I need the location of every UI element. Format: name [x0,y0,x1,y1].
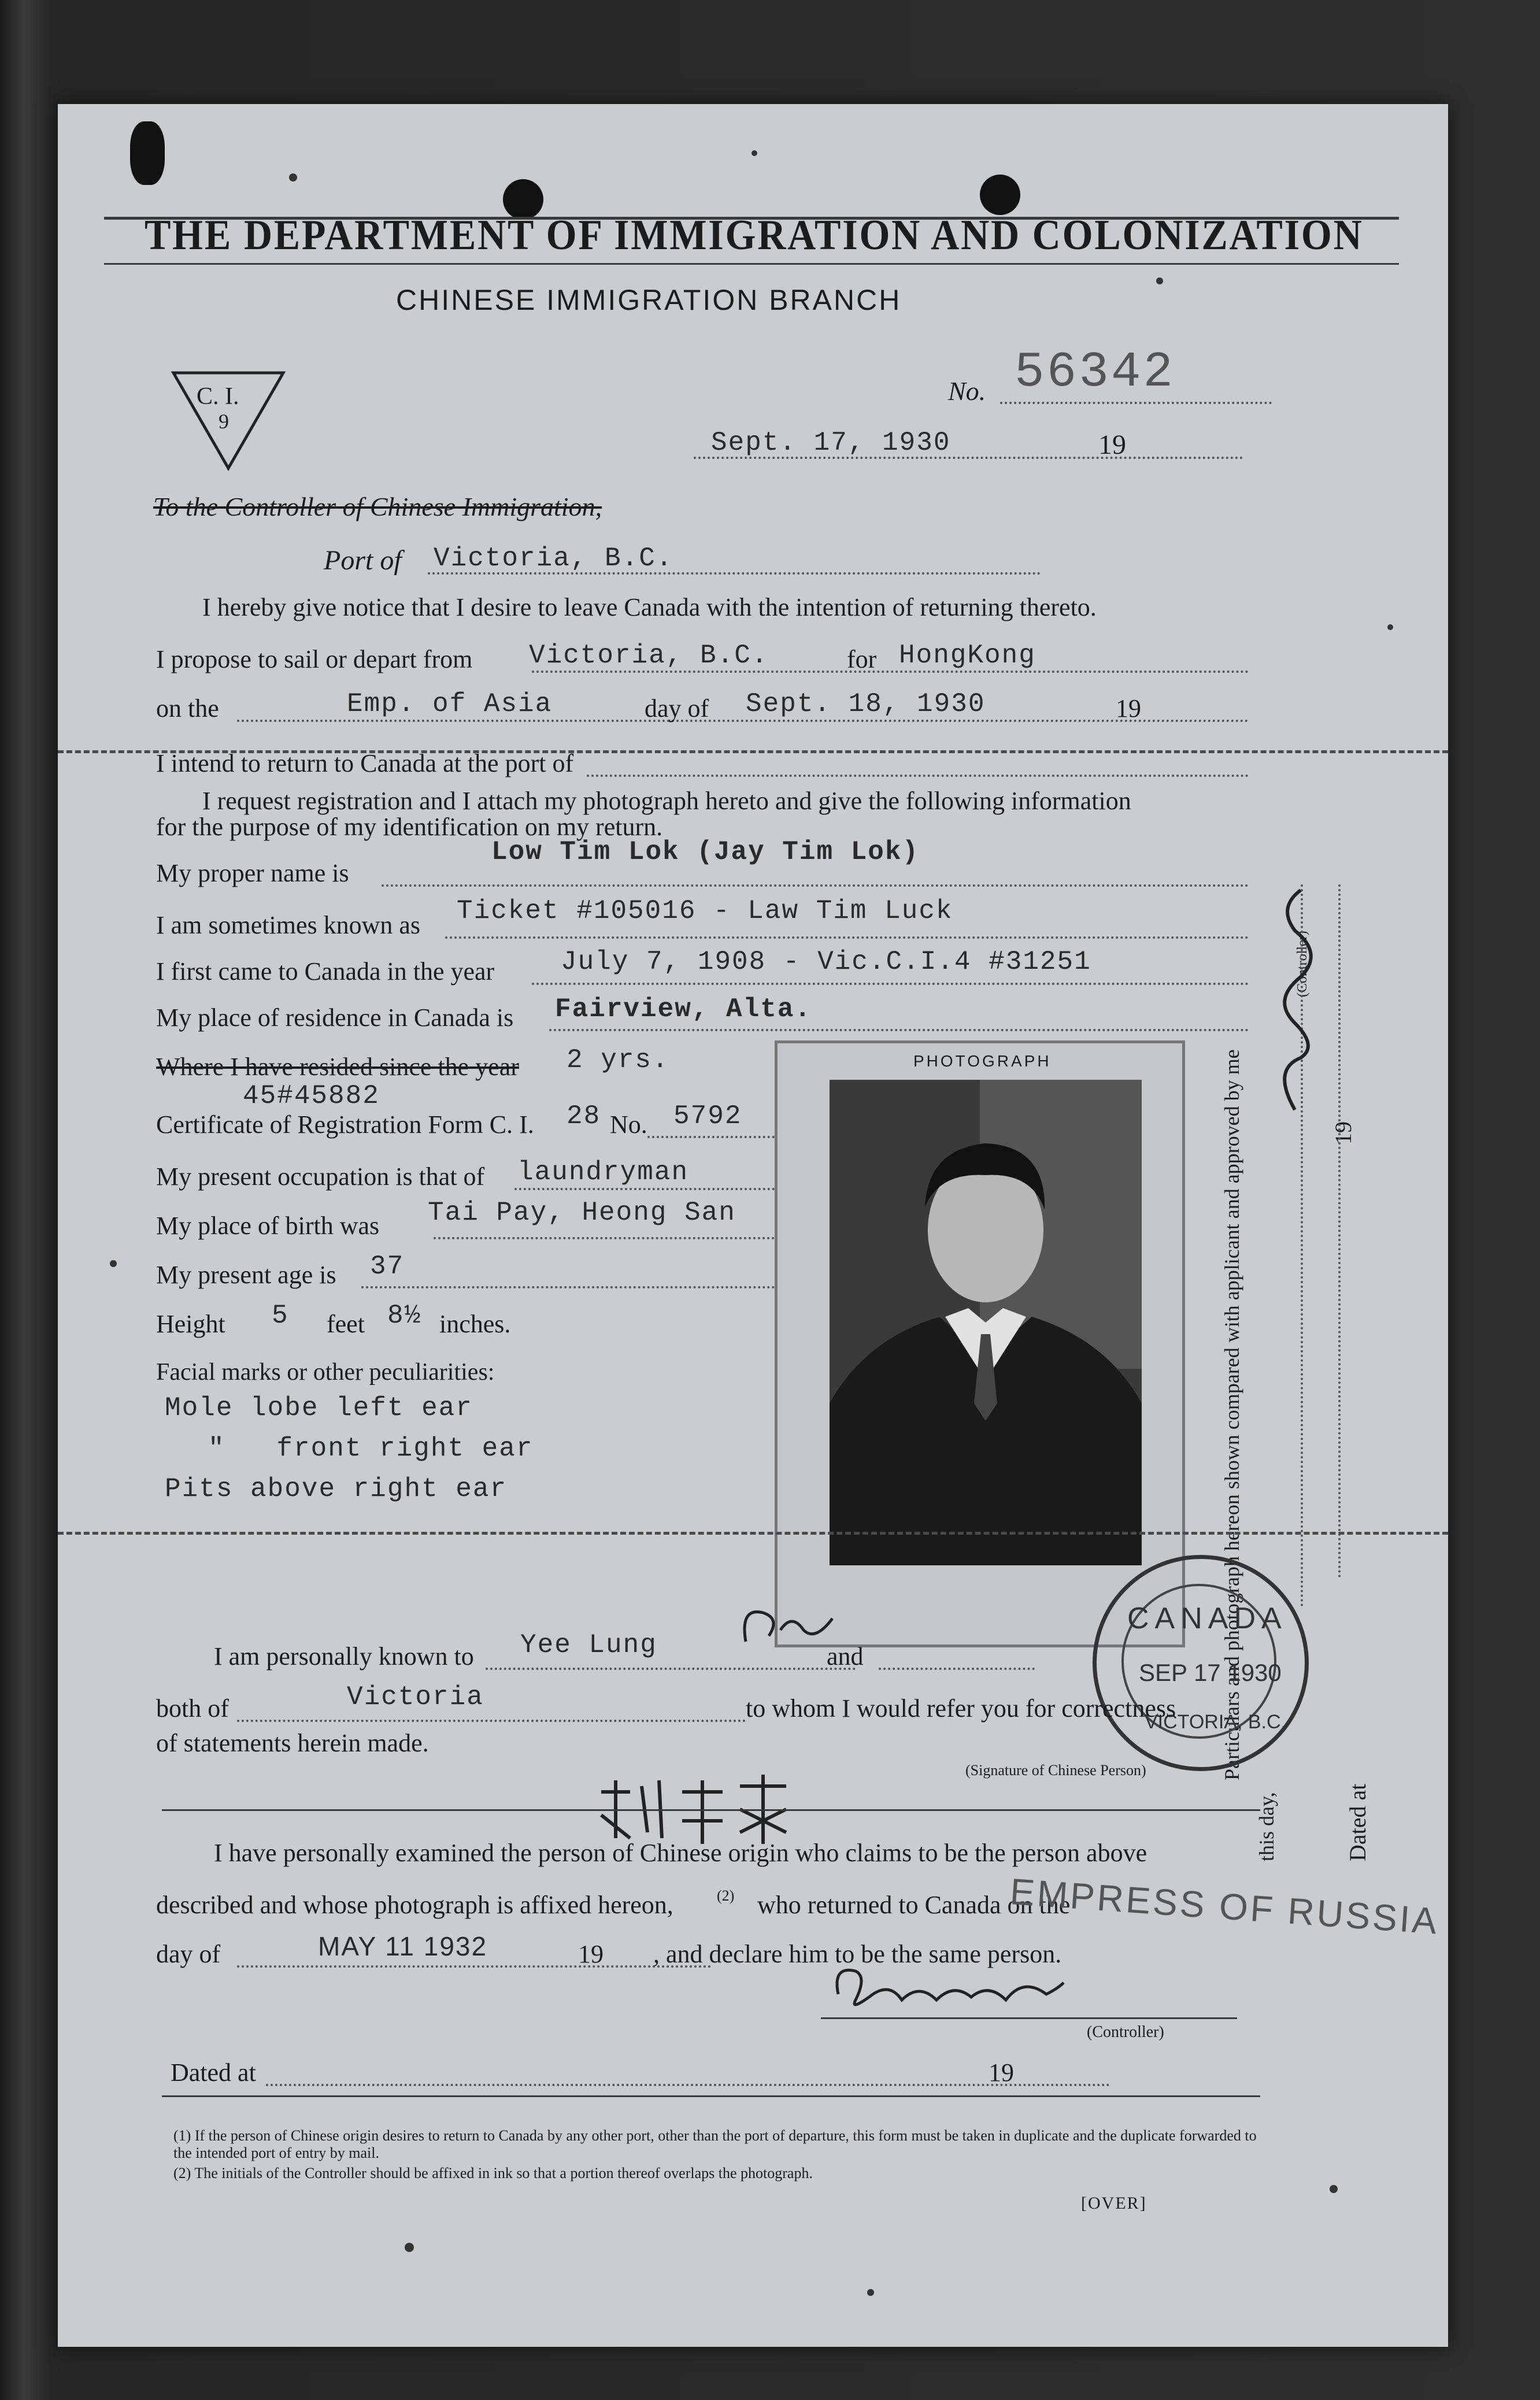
first-came-label: I first came to Canada in the year [156,957,495,986]
form-number: 56342 [1015,344,1176,401]
side-dotted-line [1338,884,1341,1578]
resided-label: Where I have resided since the year [156,1053,519,1081]
cert-label: Certificate of Registration Form C. I. [156,1110,534,1139]
exam-year-suffix: 19 [578,1940,604,1968]
port-value: Victoria, B.C. [434,543,673,573]
stamp-date: SEP 17 1930 [1139,1659,1282,1686]
height-label: Height [156,1310,225,1338]
proper-name-label: My proper name is [156,859,349,887]
photograph [830,1080,1142,1565]
occupation-value: laundryman [517,1157,689,1187]
immigration-form [58,104,1448,2347]
side-note-controller: (Controller) [1295,931,1310,997]
request-line-1: I request registration and I attach my photograph hereto and give the following information [202,787,1131,815]
return-port-label: I intend to return to Canada at the port of [156,749,574,777]
footnote-rule [162,2095,1260,2097]
side-note: Particulars and photograph hereon shown compared with applicant and approved by me [1220,1049,1243,1780]
port-label: Port of [324,545,402,576]
for-label: for [847,645,877,673]
cert-form-value: 28 [567,1101,601,1131]
cert-number-above: 45#45882 [243,1081,380,1111]
known-as-label: I am sometimes known as [156,911,421,939]
dated-suffix: 19 [989,2058,1014,2087]
refer-text: to whom I would refer you for correctness [746,1694,1176,1723]
notice-text: I hereby give notice that I desire to leave Canada with the intention of returning thereto. [202,593,1097,621]
age-value: 37 [370,1251,405,1282]
footnote-2: (2) The initials of the Controller should be affixed in ink so that a portion thereof overlaps the photograph. [173,2165,813,2182]
return-date-stamp: MAY 11 1932 [318,1931,488,1961]
section-rule [162,1809,1260,1811]
dated-at-label: Dated at [171,2058,256,2087]
over-label: [OVER] [1081,2194,1147,2213]
proper-name-value: Low Tim Lok (Jay Tim Lok) [491,837,920,867]
cert-no-label: No. [610,1110,647,1139]
birthplace-value: Tai Pay, Heong San [428,1198,736,1228]
footnote-mark: (2) [717,1887,735,1904]
form-date-suffix: 19 [1098,429,1126,460]
day-of-label: day of [645,694,709,723]
stamp-place: VICTORIA, B.C. [1145,1711,1286,1733]
ship-name: Emp. of Asia [347,689,553,719]
exam-line-2-start: described and whose photograph is affixed hereon, [156,1891,673,1919]
sail-label: I propose to sail or depart from [156,645,473,673]
mark-line-2: " front right ear [208,1434,534,1464]
residence-label: My place of residence in Canada is [156,1003,514,1032]
stamp-country: CANADA [1127,1602,1287,1635]
residence-value: Fairview, Alta. [555,994,812,1024]
birthplace-label: My place of birth was [156,1212,380,1240]
side-note-nineteen: 19 [1330,1121,1356,1145]
refer-text-2: of statements herein made. [156,1729,429,1757]
exam-line-2-end: who returned to Canada on the [757,1891,1071,1919]
known-as-value: Ticket #105016 - Law Tim Luck [457,896,953,926]
photo-caption: PHOTOGRAPH [913,1052,1052,1070]
mark-line-1: Mole lobe left ear [165,1393,473,1423]
inches-label: inches. [439,1310,511,1338]
form-date: Sept. 17, 1930 [711,428,951,458]
both-of-value: Victoria [347,1682,484,1712]
height-inches-value: 8½ [387,1301,422,1331]
punch-hole [980,175,1020,215]
request-line-2: for the purpose of my identification on my return. [156,813,663,841]
mark-line-3: Pits above right ear [165,1474,508,1504]
section-divider [58,1532,1448,1535]
ship-stamp: EMPRESS OF RUSSIA [1008,1870,1441,1942]
branch-title: CHINESE IMMIGRATION BRANCH [396,284,902,316]
occupation-label: My present occupation is that of [156,1162,485,1191]
controller-caption: (Controller) [1087,2023,1164,2041]
department-title: THE DEPARTMENT OF IMMIGRATION AND COLONIZATION [145,212,1364,259]
and-label: and [827,1642,864,1671]
controller-signature-rule [821,2017,1237,2019]
both-of-label: both of [156,1694,229,1723]
side-note-dated-at: Dated at [1345,1783,1371,1861]
destination: HongKong [899,640,1036,671]
side-note-this-day: this day, [1255,1792,1278,1861]
on-the-label: on the [156,694,219,723]
declare-text: , and declare him to be the same person. [653,1940,1062,1968]
portrait-image [830,1080,1142,1565]
sail-date: Sept. 18, 1930 [746,689,986,719]
sail-year-suffix: 19 [1116,694,1141,723]
side-signature [1260,884,1330,1116]
controller-signature [827,1960,1069,2017]
height-feet-value: 5 [272,1301,289,1331]
age-label: My present age is [156,1261,336,1289]
addressee-line: To the Controller of Chinese Immigration, [153,492,602,521]
exam-line-1: I have personally examined the person of Chinese origin who claims to be the person above [214,1839,1147,1867]
marks-label: Facial marks or other peculiarities: [156,1359,495,1386]
known-to-label: I am personally known to [214,1642,474,1671]
header-rule [104,263,1399,265]
signature-caption: (Signature of Chinese Person) [965,1762,1146,1779]
number-label: No. [948,376,986,406]
form-code-top: C. I. [197,383,239,410]
punch-hole [130,121,165,185]
exam-day-of-label: day of [156,1940,221,1968]
resided-value: 2 yrs. [567,1045,669,1075]
first-came-value: July 7, 1908 - Vic.C.I.4 #31251 [561,947,1091,977]
form-code-bottom: 9 [219,410,229,433]
departure-port: Victoria, B.C. [529,640,769,671]
cert-no-value: 5792 [673,1101,742,1131]
feet-label: feet [327,1310,365,1338]
known-to-value: Yee Lung [520,1630,657,1660]
footnote-1: (1) If the person of Chinese origin desires to return to Canada by any other port, other than the port of departure, this form must be taken in duplicate and the duplicate forwarded to the intended port of entry by mail. [173,2127,1257,2161]
